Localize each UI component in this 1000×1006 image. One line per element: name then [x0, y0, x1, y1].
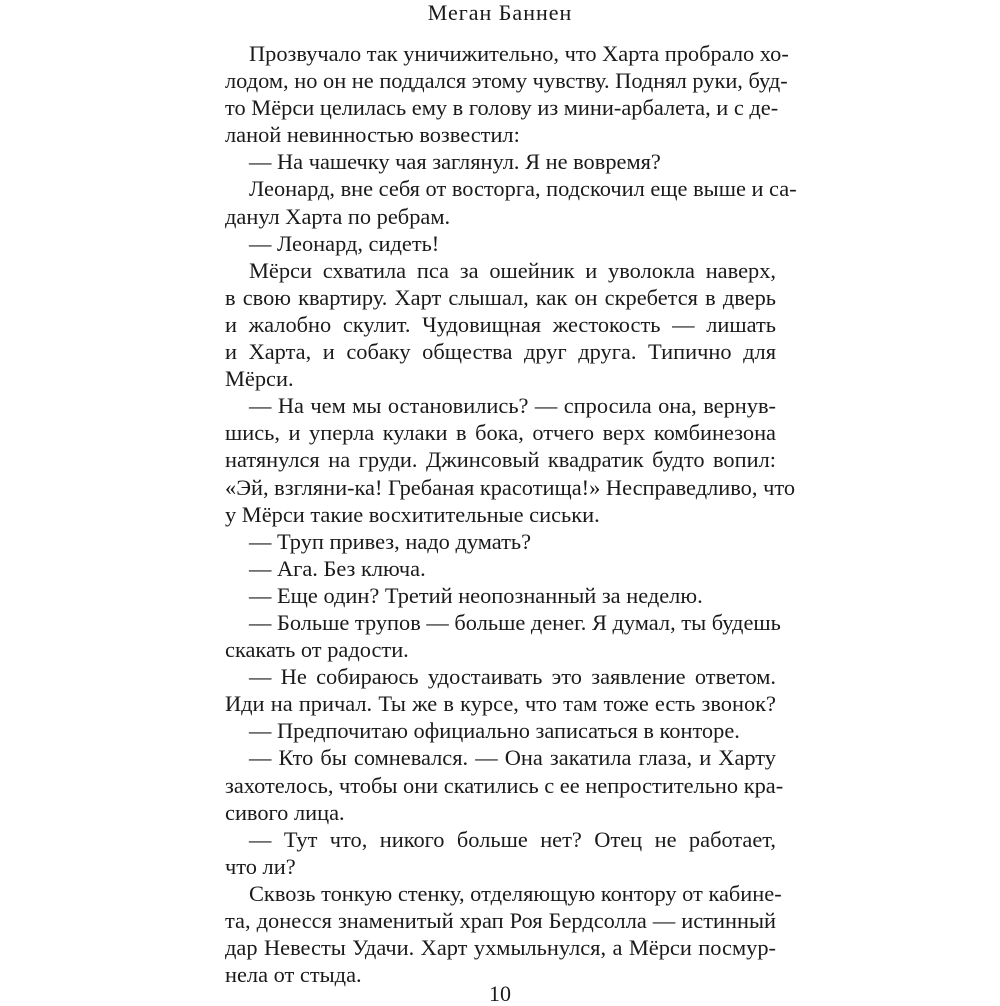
text-line: данул Харта по ребрам.	[225, 203, 451, 229]
text-line: Мёрси схватила пса за ошейник и уволокла наверх,	[249, 257, 776, 283]
text-line: — На чашечку чая заглянул. Я не вовремя?	[249, 149, 661, 175]
text-line: у Мёрси такие восхитительные сиськи.	[225, 501, 600, 527]
running-head: Меган Баннен	[427, 0, 573, 25]
text-line: и жалобно скулит. Чудовищная жестокость — лишать	[225, 311, 776, 337]
text-line: шись, и уперла кулаки в бока, отчего верх комбинезона	[225, 420, 776, 446]
text-line: — Тут что, никого больше нет? Отец не работает,	[249, 826, 776, 852]
text-line: что ли?	[225, 853, 296, 879]
text-line: Иди на причал. Ты же в курсе, что там тоже есть звонок?	[225, 691, 776, 717]
text-line: лодом, но он не поддался этому чувству. Поднял руки, буд-	[225, 68, 788, 94]
text-line: Мёрси.	[225, 366, 294, 392]
text-line: ланой невинностью возвестил:	[225, 122, 520, 148]
text-line: — Леонард, сидеть!	[249, 230, 440, 256]
page-number: 10	[489, 981, 511, 1006]
text-line: дар Невесты Удачи. Харт ухмыльнулся, а Мёрси посмур-	[225, 935, 776, 961]
text-line: нела от стыда.	[225, 962, 362, 988]
text-line: сивого лица.	[225, 799, 345, 825]
text-line: — Предпочитаю официально записаться в конторе.	[249, 718, 740, 744]
text-line: — Еще один? Третий неопознанный за неделю.	[249, 582, 703, 608]
text-line: захотелось, чтобы они скатились с ее непростительно кра-	[225, 772, 784, 798]
text-line: — На чем мы остановились? — спросила она, вернув-	[249, 393, 776, 419]
text-line: та, донесся знаменитый храп Роя Бердсолла — истинный	[225, 908, 776, 933]
text-line: «Эй, взгляни-ка! Гребаная красотища!» Несправедливо, что	[225, 474, 796, 500]
text-line: — Труп привез, надо думать?	[249, 528, 532, 554]
text-line: Сквозь тонкую стенку, отделяющую контору от кабине-	[249, 880, 782, 906]
text-line: в свою квартиру. Харт слышал, как он скребется в дверь	[225, 284, 776, 310]
text-line: — Ага. Без ключа.	[249, 555, 426, 581]
text-line: натянулся на груди. Джинсовый квадратик будто вопил:	[225, 447, 776, 473]
text-line: Леонард, вне себя от восторга, подскочил еще выше и са-	[249, 176, 797, 202]
text-line: Прозвучало так уничижительно, что Харта пробрало хо-	[249, 41, 789, 66]
text-line: скакать от радости.	[225, 637, 409, 663]
body-text	[225, 40, 797, 988]
text-line: — Больше трупов — больше денег. Я думал, ты будешь	[249, 609, 781, 635]
text-line: то Мёрси целилась ему в голову из мини-арбалета, и с де-	[225, 95, 779, 121]
text-line: — Не собираюсь удостаивать это заявление ответом.	[249, 664, 776, 690]
text-line: и Харта, и собаку общества друг друга. Типично для	[225, 339, 776, 365]
text-line: — Кто бы сомневался. — Она закатила глаза, и Харту	[249, 745, 776, 771]
